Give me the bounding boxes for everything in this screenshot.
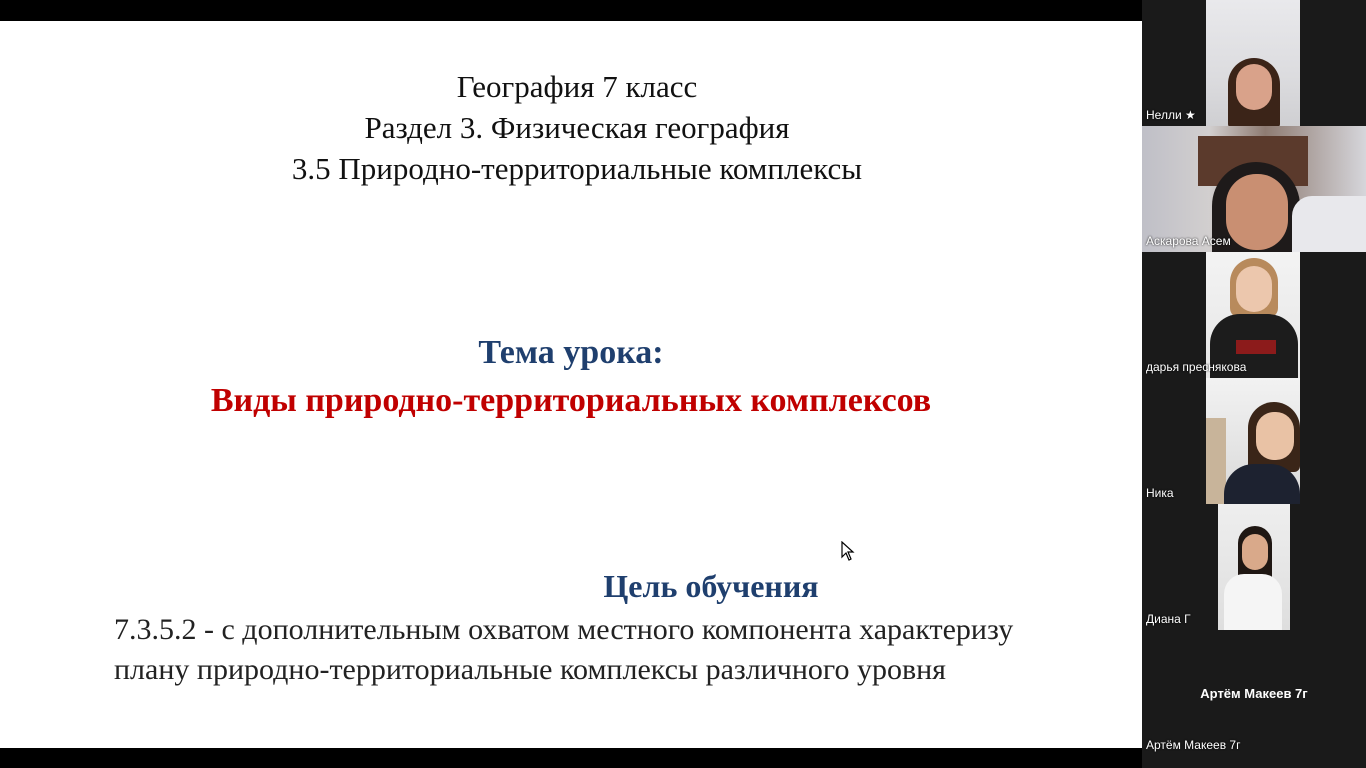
topic-title: Виды природно-территориальных комплексов bbox=[210, 382, 932, 419]
topic-label: Тема урока: bbox=[478, 334, 664, 371]
bottom-black-bar bbox=[0, 748, 1142, 768]
participant-video bbox=[1206, 0, 1300, 126]
slide-header-line-3: 3.5 Природно-территориальные комплексы bbox=[291, 151, 863, 186]
participant-tile[interactable] bbox=[1142, 378, 1366, 504]
participant-tile[interactable] bbox=[1142, 0, 1366, 126]
mouse-cursor-icon bbox=[841, 541, 855, 561]
participant-tile[interactable] bbox=[1142, 504, 1366, 630]
participant-name: Нелли ★ bbox=[1146, 108, 1196, 122]
participant-tile[interactable] bbox=[1142, 630, 1366, 768]
goal-label: Цель обучения bbox=[603, 568, 819, 604]
participant-name: Артём Макеев 7г bbox=[1146, 738, 1241, 752]
participant-tile[interactable] bbox=[1142, 126, 1366, 252]
participant-name: Аскарова Асем bbox=[1146, 234, 1231, 248]
participant-name: Диана Г bbox=[1146, 612, 1191, 626]
participant-tile[interactable] bbox=[1142, 252, 1366, 378]
participant-video bbox=[1206, 378, 1300, 504]
goal-text-line-1: 7.3.5.2 - с дополнительным охватом местного компонента характеризу bbox=[114, 613, 1014, 646]
slide-header-line-1: География 7 класс bbox=[456, 69, 698, 104]
participant-center-name: Артём Макеев 7г bbox=[1200, 686, 1308, 701]
participant-name: Ника bbox=[1146, 486, 1174, 500]
participant-video bbox=[1218, 504, 1290, 630]
slide-header-line-2: Раздел 3. Физическая география bbox=[364, 110, 790, 145]
participants-gallery bbox=[1142, 0, 1366, 768]
participant-name: дарья преснякова bbox=[1146, 360, 1247, 374]
shared-screen-slide bbox=[0, 21, 1142, 748]
goal-text-line-2: плану природно-территориальные комплексы различного уровня bbox=[114, 653, 946, 686]
